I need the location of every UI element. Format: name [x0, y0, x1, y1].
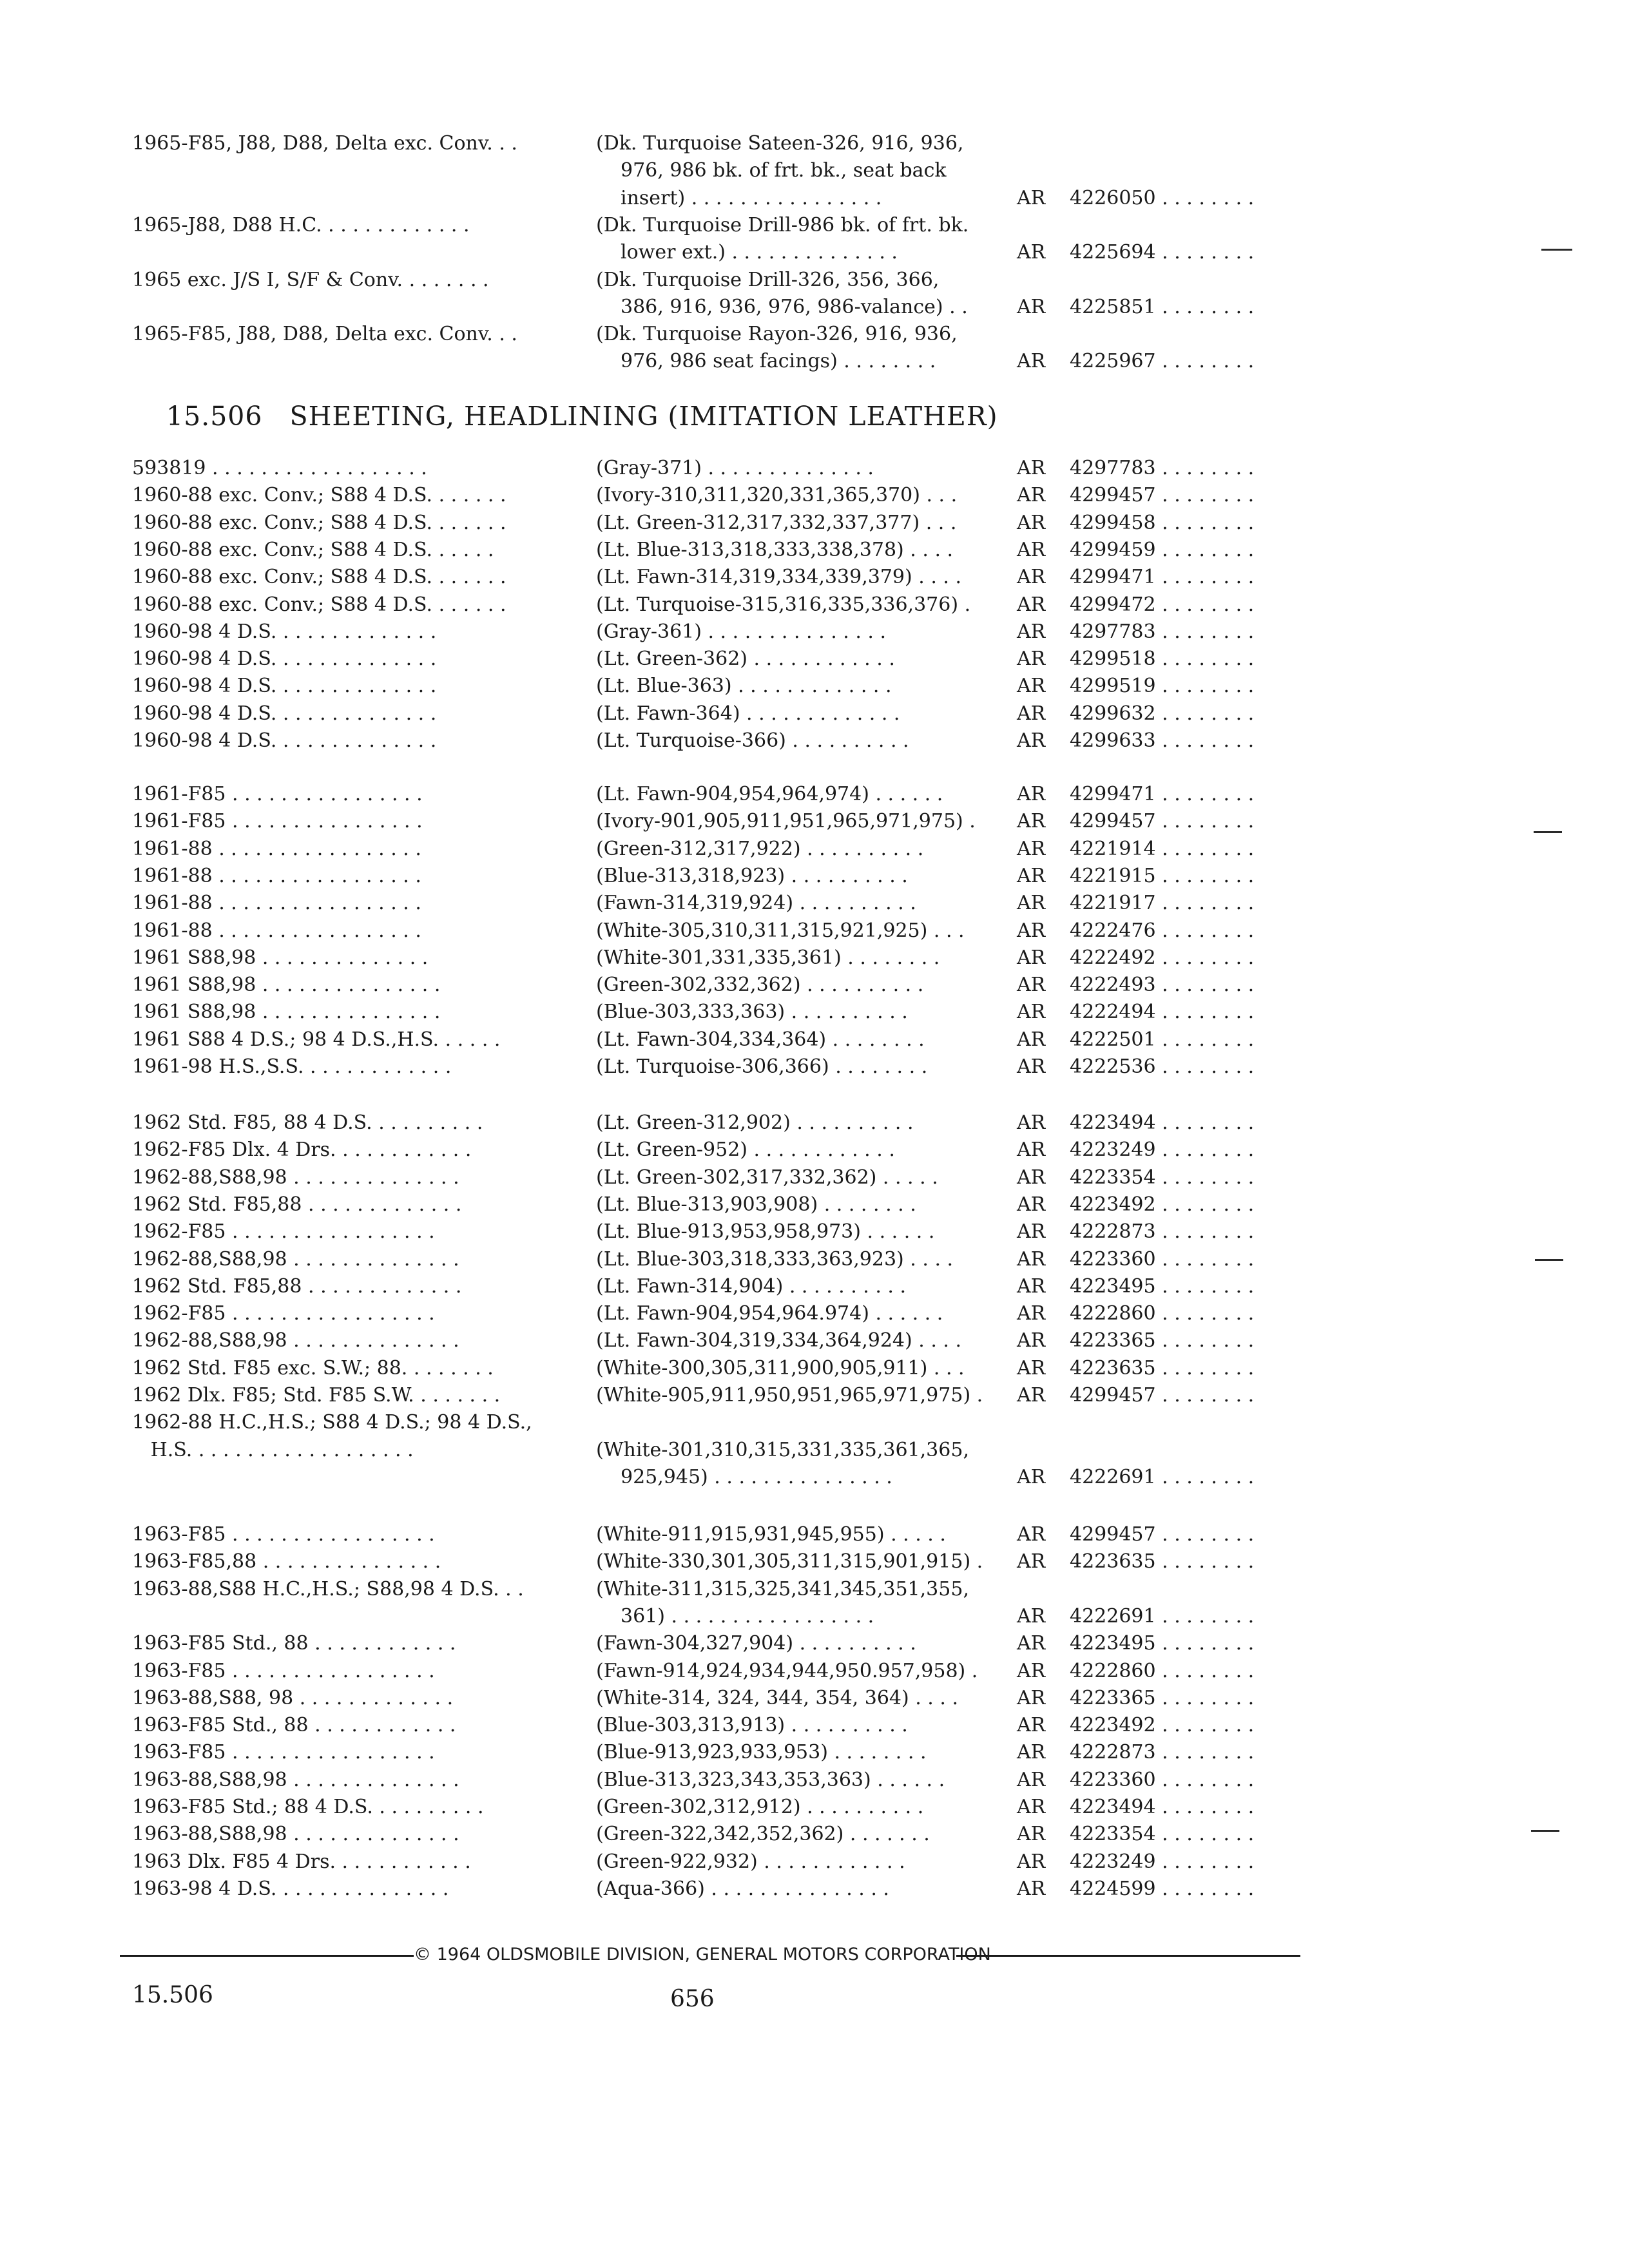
part-number-cell: 4222501 . . . . . . . . [1070, 1028, 1255, 1051]
model-cell: 1963-F85 . . . . . . . . . . . . . . . . . [132, 1659, 435, 1682]
description-cell: (White-905,911,950,951,965,971,975) . [596, 1384, 983, 1407]
model-cell: 1961 S88 4 D.S.; 98 4 D.S.,H.S. . . . . . [132, 1028, 501, 1051]
model-cell: 1963-F85,88 . . . . . . . . . . . . . . . [132, 1550, 441, 1573]
model-cell: 1961-88 . . . . . . . . . . . . . . . . . [132, 864, 421, 887]
table-row [0, 1327, 1629, 1354]
part-number-cell: 4223365 . . . . . . . . [1070, 1329, 1255, 1352]
model-cell: 1962-F85 . . . . . . . . . . . . . . . . . [132, 1302, 435, 1325]
table-row [0, 1849, 1629, 1876]
model-cell: 1961-F85 . . . . . . . . . . . . . . . . [132, 810, 423, 833]
description-cell: (White-301,310,315,331,335,361,365, [596, 1438, 969, 1461]
table-row [0, 455, 1629, 482]
table-row [0, 157, 1629, 184]
table-row [0, 348, 1629, 375]
model-cell: 1960-88 exc. Conv.; S88 4 D.S. . . . . . . [132, 511, 506, 534]
description-cell: (Lt. Fawn-314,904) . . . . . . . . . . [596, 1274, 907, 1298]
ar-cell: AR [1017, 1111, 1046, 1134]
model-cell: 1962-F85 Dlx. 4 Drs. . . . . . . . . . . . [132, 1139, 472, 1162]
ar-cell: AR [1017, 1166, 1046, 1189]
part-number-cell: 4222691 . . . . . . . . [1070, 1604, 1255, 1628]
description-cell: (Blue-313,323,343,353,363) . . . . . . [596, 1768, 945, 1791]
description-cell: (White-330,301,305,311,315,901,915) . [596, 1550, 983, 1573]
part-number-cell: 4223495 . . . . . . . . [1070, 1632, 1255, 1655]
table-row [0, 1794, 1629, 1821]
table-row [0, 1053, 1629, 1081]
table-row [0, 1191, 1629, 1218]
table-row [0, 510, 1629, 537]
description-cell: (Gray-361) . . . . . . . . . . . . . . . [596, 620, 887, 643]
model-cell: 1960-88 exc. Conv.; S88 4 D.S. . . . . . . [132, 484, 506, 507]
part-number-cell: 4299518 . . . . . . . . [1070, 648, 1255, 671]
section-title: 15.506 SHEETING, HEADLINING (IMITATION LEATHER) [166, 401, 998, 432]
part-number-cell: 4299457 . . . . . . . . [1070, 484, 1255, 507]
description-cell: (White-314, 324, 344, 354, 364) . . . . [596, 1686, 958, 1709]
description-cell: (White-300,305,311,900,905,911) . . . [596, 1356, 965, 1379]
ar-cell: AR [1017, 702, 1046, 725]
ar-cell: AR [1017, 511, 1046, 534]
table-row [0, 321, 1629, 348]
part-number-cell: 4222536 . . . . . . . . [1070, 1055, 1255, 1078]
part-number-cell: 4222860 . . . . . . . . [1070, 1659, 1255, 1682]
table-row [0, 1273, 1629, 1300]
ar-cell: AR [1017, 919, 1046, 942]
ar-cell: AR [1017, 837, 1046, 860]
ar-cell: AR [1017, 1302, 1046, 1325]
description-cell: (Lt. Turquoise-306,366) . . . . . . . . [596, 1055, 928, 1078]
model-cell: 1961-88 . . . . . . . . . . . . . . . . . [132, 837, 421, 860]
part-number-cell: 4299459 . . . . . . . . [1070, 538, 1255, 561]
part-number-cell: 4299457 . . . . . . . . [1070, 1523, 1255, 1546]
table-row [0, 564, 1629, 591]
description-cell: (Lt. Fawn-304,334,364) . . . . . . . . [596, 1028, 925, 1051]
part-number-cell: 4222476 . . . . . . . . [1070, 919, 1255, 942]
part-number-cell: 4299632 . . . . . . . . [1070, 702, 1255, 725]
model-cell: 1961-88 . . . . . . . . . . . . . . . . . [132, 919, 421, 942]
model-cell: 1962-88,S88,98 . . . . . . . . . . . . . . [132, 1166, 459, 1189]
margin-mark [1534, 831, 1562, 833]
ar-cell: AR [1017, 295, 1046, 318]
part-number-cell: 4224599 . . . . . . . . [1070, 1877, 1255, 1900]
part-number-cell: 4223249 . . . . . . . . [1070, 1139, 1255, 1162]
model-cell: 1963 Dlx. F85 4 Drs. . . . . . . . . . . . [132, 1850, 471, 1873]
description-cell: (Lt. Turquoise-366) . . . . . . . . . . [596, 729, 909, 752]
ar-cell: AR [1017, 1550, 1046, 1573]
model-cell: 1963-88,S88,98 . . . . . . . . . . . . . . [132, 1823, 459, 1846]
table-row [0, 239, 1629, 266]
table-row [0, 1658, 1629, 1685]
ar-cell: AR [1017, 620, 1046, 643]
description-cell: (Lt. Green-302,317,332,362) . . . . . [596, 1166, 938, 1189]
table-row [0, 1382, 1629, 1409]
part-number-cell: 4299471 . . . . . . . . [1070, 783, 1255, 805]
table-row [0, 999, 1629, 1026]
ar-cell: AR [1017, 783, 1046, 805]
part-number-cell: 4222860 . . . . . . . . [1070, 1302, 1255, 1325]
description-cell: (Dk. Turquoise Rayon-326, 916, 936, [596, 323, 958, 346]
description-cell: (Dk. Turquoise Drill-986 bk. of frt. bk. [596, 213, 969, 236]
ar-cell: AR [1017, 675, 1046, 698]
part-number-cell: 4299519 . . . . . . . . [1070, 675, 1255, 698]
ar-cell: AR [1017, 1193, 1046, 1216]
part-number-cell: 4223365 . . . . . . . . [1070, 1686, 1255, 1709]
table-row [0, 1685, 1629, 1712]
description-cell: (Green-302,312,912) . . . . . . . . . . [596, 1796, 924, 1818]
description-cell: (Green-322,342,352,362) . . . . . . . [596, 1823, 930, 1846]
description-cell: (Fawn-304,327,904) . . . . . . . . . . [596, 1632, 916, 1655]
table-row [0, 1630, 1629, 1657]
table-row [0, 294, 1629, 321]
ar-cell: AR [1017, 974, 1046, 997]
table-row [0, 1739, 1629, 1766]
table-row [0, 890, 1629, 917]
part-number-cell: 4223492 . . . . . . . . [1070, 1714, 1255, 1737]
model-cell: 1960-98 4 D.S. . . . . . . . . . . . . . [132, 620, 437, 643]
description-cell: (Green-302,332,362) . . . . . . . . . . [596, 974, 924, 997]
table-row [0, 836, 1629, 863]
table-row [0, 1464, 1629, 1491]
ar-cell: AR [1017, 1604, 1046, 1628]
model-cell: 1962 Std. F85,88 . . . . . . . . . . . . . [132, 1274, 462, 1298]
ar-cell: AR [1017, 946, 1046, 969]
ar-cell: AR [1017, 1028, 1046, 1051]
table-row [0, 267, 1629, 294]
model-cell: 1963-F85 Std., 88 . . . . . . . . . . . . [132, 1632, 456, 1655]
model-cell: 1962-88,S88,98 . . . . . . . . . . . . . . [132, 1329, 459, 1352]
ar-cell: AR [1017, 1384, 1046, 1407]
description-cell: (Lt. Fawn-904,954,964.974) . . . . . . [596, 1302, 943, 1325]
model-cell: 1962 Std. F85 exc. S.W.; 88. . . . . . . . [132, 1356, 494, 1379]
table-row [0, 591, 1629, 619]
ar-cell: AR [1017, 1329, 1046, 1352]
part-number-cell: 4221914 . . . . . . . . [1070, 837, 1255, 860]
part-number-cell: 4222494 . . . . . . . . [1070, 1001, 1255, 1024]
part-number-cell: 4221915 . . . . . . . . [1070, 864, 1255, 887]
part-number-cell: 4225967 . . . . . . . . [1070, 350, 1255, 373]
description-cell: (Dk. Turquoise Sateen-326, 916, 936, [596, 132, 964, 155]
part-number-cell: 4299457 . . . . . . . . [1070, 1384, 1255, 1407]
ar-cell: AR [1017, 1796, 1046, 1818]
model-cell: 1963-98 4 D.S. . . . . . . . . . . . . . . [132, 1877, 449, 1900]
description-cell: lower ext.) . . . . . . . . . . . . . . [621, 241, 898, 264]
model-cell: 1961-88 . . . . . . . . . . . . . . . . . [132, 892, 421, 915]
description-cell: (Ivory-901,905,911,951,965,971,975) . [596, 810, 976, 833]
table-row [0, 1876, 1629, 1903]
table-row [0, 700, 1629, 727]
ar-cell: AR [1017, 1139, 1046, 1162]
page-number: 656 [670, 1986, 715, 2012]
description-cell: (White-911,915,931,945,955) . . . . . [596, 1523, 946, 1546]
model-cell: 1960-98 4 D.S. . . . . . . . . . . . . . [132, 702, 437, 725]
part-number-cell: 4299472 . . . . . . . . [1070, 593, 1255, 616]
model-cell: 1963-88,S88, 98 . . . . . . . . . . . . . [132, 1686, 454, 1709]
model-cell: 1961-98 H.S.,S.S. . . . . . . . . . . . . [132, 1055, 452, 1078]
ar-cell: AR [1017, 1714, 1046, 1737]
ar-cell: AR [1017, 1850, 1046, 1873]
model-cell: 1963-88,S88,98 . . . . . . . . . . . . . . [132, 1768, 459, 1791]
footer-copyright: © 1964 OLDSMOBILE DIVISION, GENERAL MOTORS CORPORATION [414, 1942, 956, 1968]
table-row [0, 863, 1629, 890]
description-cell: (Lt. Turquoise-315,316,335,336,376) . [596, 593, 971, 616]
description-cell: (Lt. Green-312,317,332,337,377) . . . [596, 511, 957, 534]
description-cell: (Lt. Blue-913,953,958,973) . . . . . . [596, 1220, 935, 1244]
ar-cell: AR [1017, 186, 1046, 209]
model-cell: 1961 S88,98 . . . . . . . . . . . . . . [132, 946, 429, 969]
table-row [0, 945, 1629, 972]
description-cell: (Gray-371) . . . . . . . . . . . . . . [596, 457, 874, 479]
ar-cell: AR [1017, 457, 1046, 479]
description-cell: (Lt. Blue-303,318,333,363,923) . . . . [596, 1247, 954, 1271]
table-row [0, 646, 1629, 673]
part-number-cell: 4223495 . . . . . . . . [1070, 1274, 1255, 1298]
part-number-cell: 4223249 . . . . . . . . [1070, 1850, 1255, 1873]
model-cell: 1961 S88,98 . . . . . . . . . . . . . . . [132, 974, 441, 997]
model-cell: 1960-98 4 D.S. . . . . . . . . . . . . . [132, 648, 437, 671]
ar-cell: AR [1017, 1001, 1046, 1024]
description-cell: 386, 916, 936, 976, 986-valance) . . [621, 295, 968, 318]
ar-cell: AR [1017, 566, 1046, 589]
margin-mark [1535, 1259, 1563, 1261]
table-row [0, 1026, 1629, 1053]
part-number-cell: 4299633 . . . . . . . . [1070, 729, 1255, 752]
description-cell: (Blue-913,923,933,953) . . . . . . . . [596, 1741, 927, 1764]
model-cell: 1960-98 4 D.S. . . . . . . . . . . . . . [132, 729, 437, 752]
model-cell: 1962-F85 . . . . . . . . . . . . . . . . . [132, 1220, 435, 1244]
model-cell: 1962 Std. F85, 88 4 D.S. . . . . . . . . . [132, 1111, 483, 1134]
ar-cell: AR [1017, 1523, 1046, 1546]
description-cell: 976, 986 bk. of frt. bk., seat back [621, 159, 947, 182]
table-row [0, 482, 1629, 509]
description-cell: 361) . . . . . . . . . . . . . . . . . [621, 1604, 874, 1628]
model-cell: 1965-F85, J88, D88, Delta exc. Conv. . . [132, 132, 517, 155]
ar-cell: AR [1017, 1686, 1046, 1709]
ar-cell: AR [1017, 1055, 1046, 1078]
ar-cell: AR [1017, 1823, 1046, 1846]
table-row [0, 1300, 1629, 1327]
description-cell: (Blue-303,313,913) . . . . . . . . . . [596, 1714, 908, 1737]
part-number-cell: 4223354 . . . . . . . . [1070, 1166, 1255, 1189]
ar-cell: AR [1017, 484, 1046, 507]
table-row [0, 1712, 1629, 1739]
table-row [0, 918, 1629, 945]
table-row [0, 1110, 1629, 1137]
ar-cell: AR [1017, 729, 1046, 752]
table-row [0, 1548, 1629, 1575]
margin-mark [1541, 249, 1572, 251]
part-number-cell: 4299457 . . . . . . . . [1070, 810, 1255, 833]
part-number-cell: 4225694 . . . . . . . . [1070, 241, 1255, 264]
ar-cell: AR [1017, 593, 1046, 616]
table-row [0, 1576, 1629, 1603]
table-row [0, 972, 1629, 999]
table-row [0, 727, 1629, 754]
part-number-cell: 4223635 . . . . . . . . [1070, 1356, 1255, 1379]
table-row [0, 1164, 1629, 1191]
table-row [0, 537, 1629, 564]
model-cell: 1962 Dlx. F85; Std. F85 S.W. . . . . . . . [132, 1384, 501, 1407]
table-row [0, 808, 1629, 835]
description-cell: 925,945) . . . . . . . . . . . . . . . [621, 1465, 892, 1488]
model-cell: 1961-F85 . . . . . . . . . . . . . . . . [132, 783, 423, 805]
part-number-cell: 4223635 . . . . . . . . [1070, 1550, 1255, 1573]
description-cell: (White-311,315,325,341,345,351,355, [596, 1577, 969, 1600]
table-row [0, 1603, 1629, 1630]
table-row [0, 781, 1629, 808]
ar-cell: AR [1017, 1356, 1046, 1379]
part-number-cell: 4297783 . . . . . . . . [1070, 457, 1255, 479]
table-row [0, 1137, 1629, 1164]
model-cell: 1963-F85 . . . . . . . . . . . . . . . . . [132, 1523, 435, 1546]
ar-cell: AR [1017, 1274, 1046, 1298]
description-cell: (Blue-303,333,363) . . . . . . . . . . [596, 1001, 908, 1024]
table-row [0, 1218, 1629, 1245]
model-cell: 1960-88 exc. Conv.; S88 4 D.S. . . . . . . [132, 566, 506, 589]
description-cell: (Lt. Green-312,902) . . . . . . . . . . [596, 1111, 914, 1134]
description-cell: (Lt. Blue-363) . . . . . . . . . . . . . [596, 675, 892, 698]
part-number-cell: 4223494 . . . . . . . . [1070, 1111, 1255, 1134]
description-cell: (Lt. Green-952) . . . . . . . . . . . . [596, 1139, 895, 1162]
part-number-cell: 4222493 . . . . . . . . [1070, 974, 1255, 997]
part-number-cell: 4223494 . . . . . . . . [1070, 1796, 1255, 1818]
description-cell: (Green-312,317,922) . . . . . . . . . . [596, 837, 924, 860]
description-cell: (Fawn-314,319,924) . . . . . . . . . . [596, 892, 916, 915]
table-row [0, 1355, 1629, 1382]
description-cell: (Lt. Fawn-314,319,334,339,379) . . . . [596, 566, 961, 589]
model-cell: H.S. . . . . . . . . . . . . . . . . . . [132, 1438, 414, 1461]
model-cell: 1965 exc. J/S I, S/F & Conv. . . . . . . . [132, 268, 489, 291]
ar-cell: AR [1017, 892, 1046, 915]
description-cell: (White-305,310,311,315,921,925) . . . [596, 919, 965, 942]
part-number-cell: 4223360 . . . . . . . . [1070, 1247, 1255, 1271]
model-cell: 1961 S88,98 . . . . . . . . . . . . . . . [132, 1001, 441, 1024]
part-number-cell: 4223492 . . . . . . . . [1070, 1193, 1255, 1216]
part-number-cell: 4225851 . . . . . . . . [1070, 295, 1255, 318]
ar-cell: AR [1017, 810, 1046, 833]
description-cell: (Lt. Blue-313,318,333,338,378) . . . . [596, 538, 954, 561]
footer-section-number: 15.506 [132, 1982, 213, 2008]
model-cell: 1965-J88, D88 H.C. . . . . . . . . . . . . [132, 213, 470, 236]
model-cell: 1962 Std. F85,88 . . . . . . . . . . . . . [132, 1193, 462, 1216]
part-number-cell: 4299458 . . . . . . . . [1070, 511, 1255, 534]
table-row [0, 1767, 1629, 1794]
description-cell: (Lt. Fawn-304,319,334,364,924) . . . . [596, 1329, 961, 1352]
ar-cell: AR [1017, 538, 1046, 561]
part-number-cell: 4221917 . . . . . . . . [1070, 892, 1255, 915]
ar-cell: AR [1017, 1768, 1046, 1791]
table-row [0, 185, 1629, 212]
model-cell: 1963-F85 Std., 88 . . . . . . . . . . . . [132, 1714, 456, 1737]
ar-cell: AR [1017, 241, 1046, 264]
model-cell: 593819 . . . . . . . . . . . . . . . . . . [132, 457, 427, 479]
description-cell: (Aqua-366) . . . . . . . . . . . . . . . [596, 1877, 889, 1900]
table-row [0, 212, 1629, 239]
description-cell: (White-301,331,335,361) . . . . . . . . [596, 946, 940, 969]
ar-cell: AR [1017, 864, 1046, 887]
model-cell: 1962-88 H.C.,H.S.; S88 4 D.S.; 98 4 D.S., [132, 1411, 532, 1434]
model-cell: 1960-88 exc. Conv.; S88 4 D.S. . . . . . . [132, 593, 506, 616]
description-cell: (Lt. Fawn-904,954,964,974) . . . . . . [596, 783, 943, 805]
part-number-cell: 4299471 . . . . . . . . [1070, 566, 1255, 589]
part-number-cell: 4297783 . . . . . . . . [1070, 620, 1255, 643]
part-number-cell: 4226050 . . . . . . . . [1070, 186, 1255, 209]
model-cell: 1963-F85 Std.; 88 4 D.S. . . . . . . . . . [132, 1796, 484, 1818]
table-row [0, 673, 1629, 700]
part-number-cell: 4223354 . . . . . . . . [1070, 1823, 1255, 1846]
part-number-cell: 4222492 . . . . . . . . [1070, 946, 1255, 969]
model-cell: 1965-F85, J88, D88, Delta exc. Conv. . . [132, 323, 517, 346]
part-number-cell: 4222873 . . . . . . . . [1070, 1741, 1255, 1764]
description-cell: (Blue-313,318,923) . . . . . . . . . . [596, 864, 908, 887]
table-row [0, 619, 1629, 646]
model-cell: 1963-88,S88 H.C.,H.S.; S88,98 4 D.S. . . [132, 1577, 524, 1600]
model-cell: 1960-98 4 D.S. . . . . . . . . . . . . . [132, 675, 437, 698]
table-row [0, 1437, 1629, 1464]
ar-cell: AR [1017, 1247, 1046, 1271]
model-cell: 1962-88,S88,98 . . . . . . . . . . . . . . [132, 1247, 459, 1271]
ar-cell: AR [1017, 350, 1046, 373]
ar-cell: AR [1017, 1220, 1046, 1244]
description-cell: (Green-922,932) . . . . . . . . . . . . [596, 1850, 905, 1873]
table-row [0, 130, 1629, 157]
part-number-cell: 4222873 . . . . . . . . [1070, 1220, 1255, 1244]
description-cell: (Ivory-310,311,320,331,365,370) . . . [596, 484, 958, 507]
description-cell: (Lt. Green-362) . . . . . . . . . . . . [596, 648, 895, 671]
description-cell: (Dk. Turquoise Drill-326, 356, 366, [596, 268, 940, 291]
description-cell: (Fawn-914,924,934,944,950.957,958) . [596, 1659, 978, 1682]
description-cell: (Lt. Blue-313,903,908) . . . . . . . . [596, 1193, 916, 1216]
ar-cell: AR [1017, 1465, 1046, 1488]
ar-cell: AR [1017, 648, 1046, 671]
description-cell: insert) . . . . . . . . . . . . . . . . [621, 186, 882, 209]
table-row [0, 1521, 1629, 1548]
table-row [0, 1821, 1629, 1848]
table-row [0, 1246, 1629, 1273]
ar-cell: AR [1017, 1632, 1046, 1655]
margin-mark [1531, 1830, 1559, 1832]
ar-cell: AR [1017, 1741, 1046, 1764]
description-cell: 976, 986 seat facings) . . . . . . . . [621, 350, 936, 373]
ar-cell: AR [1017, 1659, 1046, 1682]
ar-cell: AR [1017, 1877, 1046, 1900]
model-cell: 1963-F85 . . . . . . . . . . . . . . . . . [132, 1741, 435, 1764]
description-cell: (Lt. Fawn-364) . . . . . . . . . . . . . [596, 702, 900, 725]
table-row [0, 1409, 1629, 1436]
part-number-cell: 4222691 . . . . . . . . [1070, 1465, 1255, 1488]
model-cell: 1960-88 exc. Conv.; S88 4 D.S. . . . . . [132, 538, 494, 561]
part-number-cell: 4223360 . . . . . . . . [1070, 1768, 1255, 1791]
